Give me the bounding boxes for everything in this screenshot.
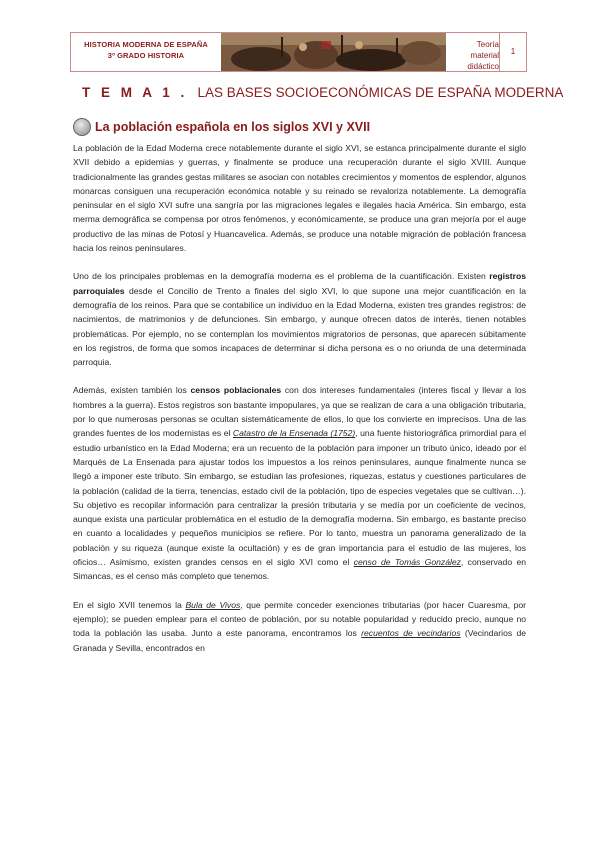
page-title: [82, 85, 563, 100]
paragraph: [73, 269, 526, 369]
section-title: La población española en los siglos XVI y XVII: [95, 120, 371, 134]
tema-label: T E M A 1 .: [82, 85, 188, 100]
paragraph-text: , que permite conceder exenciones tributarias (por hacer Cuaresma, por ejemplo); se pueden emplear para el conteo de población, por su notable popularidad y reducido precio, aunque no toda la población las usaba. Junto a este panorama, encontramos los: [73, 599, 526, 639]
page-header: [70, 32, 527, 72]
tema-title: LAS BASES SOCIOECONÓMICAS DE ESPAÑA MODERNA: [197, 85, 564, 100]
paragraph: [73, 141, 526, 255]
paragraph-text: , conservado en Simancas, es el censo más completo que tenemos.: [73, 557, 526, 582]
bula-link[interactable]: Bula de Vivos: [185, 599, 241, 610]
globe-icon: [73, 118, 91, 136]
catastro-link[interactable]: Catastro de la Ensenada (1752): [232, 428, 356, 439]
course-grade: 3º GRADO HISTORIA: [107, 51, 185, 60]
course-label: [71, 33, 221, 71]
paragraph-text: (Vecindarios de Granada y Sevilla, encontrados en: [73, 628, 527, 653]
paragraph-text: Además, existen también los: [73, 385, 191, 396]
course-title: HISTORIA MODERNA DE ESPAÑA: [84, 40, 208, 49]
paragraph-text: desde el Concilio de Trento a finales del siglo XVI, lo que supone una mejor cuantificación en la demografía de los reinos. Para que se contabilice un individuo en la Edad Moderna, existen tres grandes registros: de nacimientos, de matrimonios y de defunciones. Sin embargo, y aunque ofrecen datos de interés, tienen notables problemáticas. Por ejemplo, no se contemplan los movimientos migratorios de personas, que aparecen súbitamente en los registros, de forma que somos incapaces de determinar si dicha persona es o no oriunda de una determinada parroquia.: [73, 285, 526, 368]
battle-painting-image: [221, 33, 446, 71]
page-number: 1: [499, 33, 526, 71]
bold-term: censos poblacionales: [190, 385, 282, 396]
header-banner-image: [221, 33, 446, 71]
vecindarios-link[interactable]: recuentos de vecindarios: [361, 628, 461, 639]
material-subtype: material didáctico: [467, 51, 499, 71]
paragraph-text: En el siglo XVII tenemos la: [73, 599, 186, 610]
paragraph: [73, 383, 526, 583]
censo-link[interactable]: censo de Tomás González: [353, 557, 461, 568]
paragraph: [73, 598, 526, 655]
paragraph-text: La población de la Edad Moderna crece notablemente durante el siglo XVI, se estanca principalmente durante el siglo XVII debido a epidemias y guerras, y finalmente se produce una recuperación durante el siglo XVIII. Aunque tradicionalmente las grandes gestas militares se asocian con notables crecimientos y momentos de esplendor, algunos monarcas consiguen una recuperación económica notable y su reinado se revaloriza notablemente. La demografía peninsular en el siglo XVI sufre una sangría por las migraciones legales e ilegales hacia América. Sin embargo, esta merma demográfica se compensa por otros fenómenos, y económicamente, se produce una gran mejoría por el auge productivo de las minas de Potosí y Huancavelica. Además, se produce una notable migración de población francesa hacia los reinos peninsulares.: [73, 143, 526, 254]
section-heading: [73, 118, 370, 136]
material-type: Teoría: [476, 40, 499, 49]
document-body: [73, 141, 526, 669]
paragraph-text: con dos intereses fundamentales (interes fiscal y llevar a los hombres a la guerra). Estos registros son bastante impopulares, ya que se realizan de cara a una obligación tributaria, por lo que numerosas personas se ocultan sistemáticamente de ellos, lo que los convierte en imprecisos. Una de las grandes fuentes de los modernistas es el: [73, 385, 527, 439]
material-label: [447, 33, 499, 71]
bold-term: registros parroquiales: [73, 271, 526, 296]
paragraph-text: Uno de los principales problemas en la demografía moderna es el problema de la cuantificación. Existen: [73, 271, 490, 282]
paragraph-text: , una fuente historiográfica primordial para el estudio urbanístico en la Edad Moderna; era un recuento de la población para imponer un tributo único, ideado por el Marqués de La Ensenada para ajustar todos los impuestos a los reinos peninsulares, aunque finalmente nunca se llegó a imponer este tributo. Sin embargo, se estudian las profesiones, riquezas, estatus y cuestiones particulares de la población (calidad de la tierra, tenencias, estado civil de la población, tipo de especies vegetales que se cultivan…). Su objetivo es recopilar información para centralizar la presión tributaria y se medía por un coeficiente de vecinos, aunque exista una particular problemática en el estudio de la demografía moderna. Sin embargo, es bastante preciso en cuanto a localidades y pequeños municipios se refiere. Por lo tanto, muestra un panorama generalizado de la población y su riqueza (aunque existe la ocultación) y es de gran importancia para el estudio de las mujeres, los oficios… Asimismo, existen grandes censos en el siglo XVI como el: [73, 428, 527, 568]
